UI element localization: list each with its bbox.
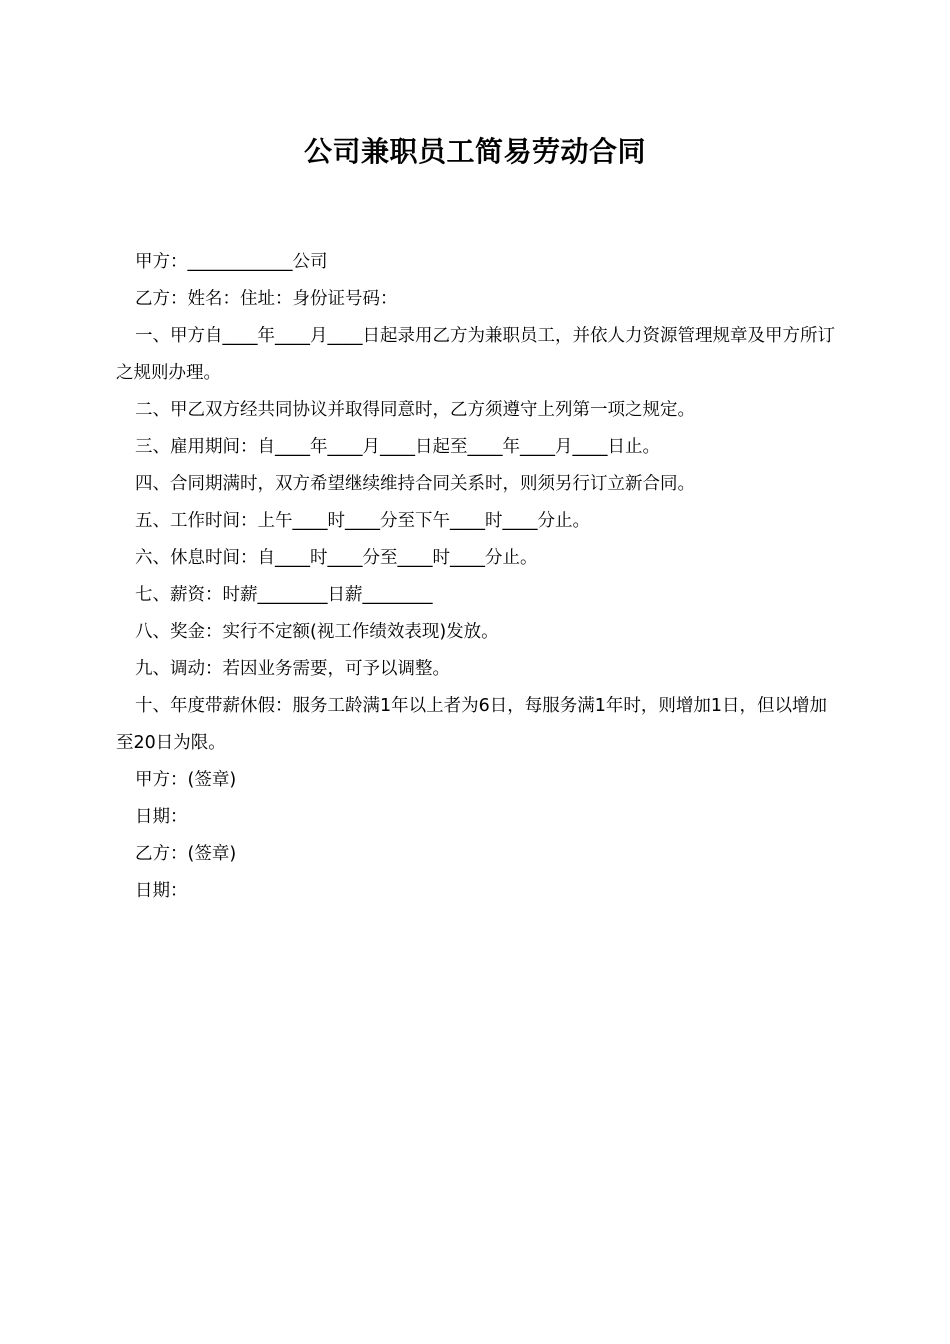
clause-9: 九、调动：若因业务需要，可予以调整。	[135, 659, 450, 679]
party-a-line: 甲方：____________公司	[135, 252, 328, 272]
clause-6: 六、休息时间：自____时____分至____时____分止。	[135, 548, 538, 568]
clause-8: 八、奖金：实行不定额(视工作绩效表现)发放。	[135, 622, 499, 642]
clause-4: 四、合同期满时，双方希望继续维持合同关系时，则须另行订立新合同。	[135, 474, 695, 494]
contract-body	[116, 244, 838, 910]
party-b-date: 日期：	[135, 881, 188, 901]
clause-1: 一、甲方自____年____月____日起录用乙方为兼职员工，并依人力资源管理规章及甲方所订之规则办理。	[116, 326, 835, 383]
clause-7: 七、薪资：时薪________日薪________	[135, 585, 433, 605]
document-title: 公司兼职员工简易劳动合同	[303, 135, 646, 168]
party-b-line: 乙方：姓名：住址：身份证号码：	[135, 289, 398, 309]
party-a-date: 日期：	[135, 807, 188, 827]
clause-5: 五、工作时间：上午____时____分至下午____时____分止。	[135, 511, 590, 531]
party-b-signature: 乙方：(签章)	[135, 844, 237, 864]
clause-3: 三、雇用期间：自____年____月____日起至____年____月____日止。	[135, 437, 660, 457]
clause-10: 十、年度带薪休假：服务工龄满1年以上者为6日，每服务满1年时，则增加1日，但以增加至20日为限。	[116, 696, 828, 753]
party-a-signature: 甲方：(签章)	[135, 770, 237, 790]
clause-2: 二、甲乙双方经共同协议并取得同意时，乙方须遵守上列第一项之规定。	[135, 400, 695, 420]
